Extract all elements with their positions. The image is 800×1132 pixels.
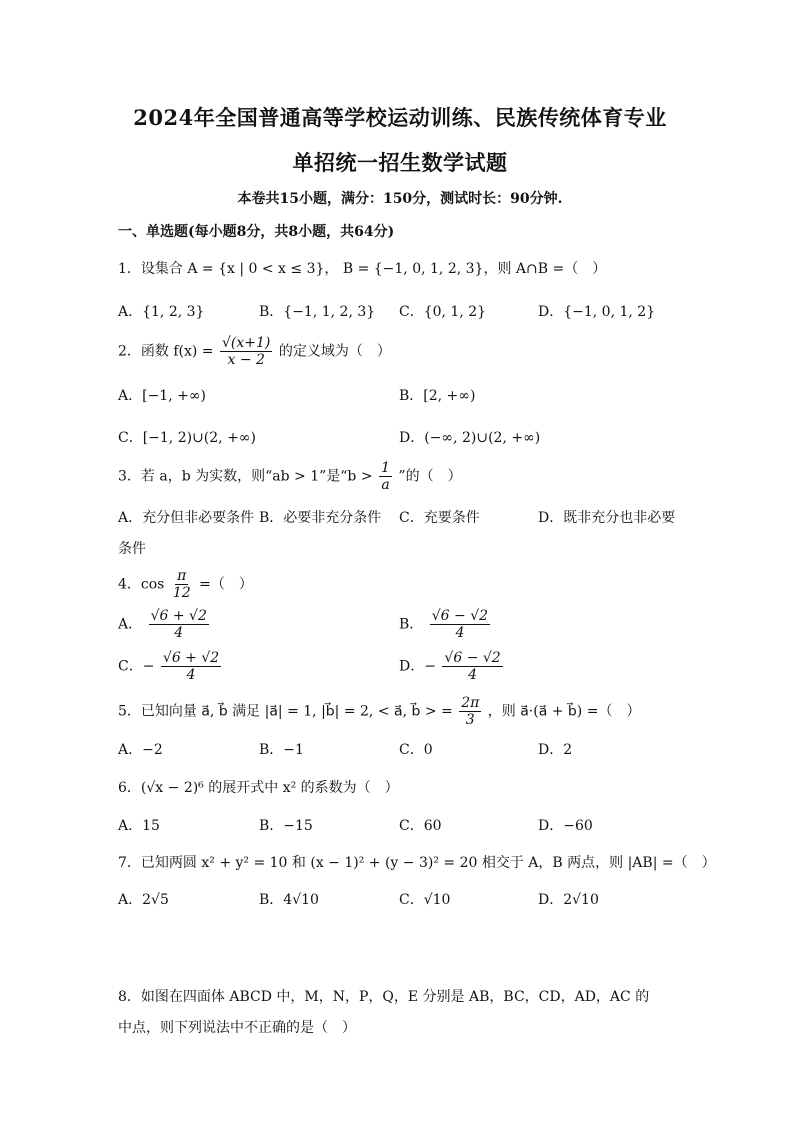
question-6-option-c: C．60	[399, 818, 442, 834]
option-label: B．	[399, 616, 424, 633]
question-3-stem-prefix: 3．若 a，b 为实数，则“ab > 1”是“b >	[118, 468, 373, 485]
question-8-stem: 8．如图在四面体 ABCD 中，M，N，P，Q，E 分别是 AB，BC，CD，AD，AC 的	[118, 989, 650, 1005]
option-label: C．	[118, 658, 143, 675]
question-4-option-d	[399, 650, 505, 683]
exam-info: 本卷共15小题，满分：150分，测试时长：90分钟.	[237, 191, 563, 207]
fraction-numerator: √6 − √2	[431, 608, 489, 624]
question-4-fraction	[171, 568, 193, 601]
question-5-stem	[118, 695, 640, 728]
question-5-stem-prefix: 5．已知向量 a⃗, b⃗ 满足 |a⃗| = 1, |b⃗| = 2, < a⃗, b⃗ > =	[118, 703, 453, 720]
question-4-stem-prefix: 4．cos	[118, 576, 165, 593]
question-3-option-a: A．充分但非必要条件	[118, 510, 255, 526]
option-label: A．	[118, 616, 143, 633]
question-3-option-wrap: 条件	[118, 541, 146, 557]
option-sign: −	[142, 658, 155, 675]
question-2-stem-suffix: 的定义域为（ ）	[278, 343, 391, 360]
question-1-option-d: D．{−1, 0, 1, 2}	[538, 304, 656, 320]
fraction-numerator: √6 + √2	[162, 650, 220, 666]
question-5-option-a: A．−2	[118, 742, 163, 758]
fraction-denominator: 12	[172, 585, 191, 602]
question-7-stem: 7．已知两圆 x² + y² = 10 和 (x − 1)² + (y − 3)² = 20 相交于 A，B 两点，则 |AB| =（ ）	[118, 855, 716, 871]
question-5-fraction	[459, 695, 481, 728]
fraction-numerator: √6 + √2	[150, 608, 207, 624]
question-7-option-b: B．4√10	[259, 892, 319, 908]
question-6-option-a: A．15	[118, 818, 160, 834]
option-fraction	[149, 608, 209, 641]
option-fraction	[442, 650, 502, 683]
question-5-stem-suffix: ，则 a⃗·(a⃗ + b⃗) =（ ）	[487, 703, 641, 720]
fraction-numerator: 2π	[461, 695, 480, 711]
question-3-fraction	[379, 460, 392, 493]
question-3-stem-suffix: ”的（ ）	[398, 468, 462, 485]
fraction-numerator: 1	[381, 460, 390, 476]
question-6-option-d: D．−60	[538, 818, 593, 834]
fraction-denominator: 4	[186, 667, 196, 684]
question-2-option-d: D．(−∞, 2)∪(2, +∞)	[399, 430, 541, 446]
exam-title-line1: 2024年全国普通高等学校运动训练、民族传统体育专业	[133, 105, 667, 130]
question-4-option-b	[399, 608, 492, 641]
question-7-option-c: C．√10	[399, 892, 451, 908]
question-2-stem	[118, 335, 391, 368]
question-2-option-a: A．[−1, +∞)	[118, 388, 206, 404]
fraction-numerator: π	[177, 568, 187, 584]
question-7-option-a: A．2√5	[118, 892, 169, 908]
question-2-fraction	[220, 335, 272, 368]
fraction-denominator: x − 2	[227, 352, 265, 369]
question-3-stem	[118, 460, 462, 493]
question-6-option-b: B．−15	[259, 818, 313, 834]
fraction-denominator: 4	[455, 625, 465, 642]
option-fraction	[161, 650, 221, 683]
question-5-option-b: B．−1	[259, 742, 304, 758]
option-sign: −	[424, 658, 436, 675]
question-8-stem-line2: 中点，则下列说法中不正确的是（ ）	[118, 1020, 356, 1036]
fraction-denominator: 4	[468, 667, 478, 684]
fraction-denominator: 3	[465, 712, 475, 729]
question-5-option-d: D．2	[538, 742, 573, 758]
fraction-denominator: a	[381, 477, 390, 494]
question-4-stem	[118, 568, 253, 601]
fraction-numerator: √6 − √2	[444, 650, 501, 666]
question-1-stem: 1．设集合 A = {x | 0 < x ≤ 3}， B = {−1, 0, 1, 2, 3}，则 A∩B =（ ）	[118, 261, 607, 277]
question-1-option-a: A．{1, 2, 3}	[118, 304, 205, 320]
question-4-option-a	[118, 608, 211, 641]
option-label: D．	[399, 658, 425, 675]
question-6-stem: 6．(√x − 2)⁶ 的展开式中 x² 的系数为（ ）	[118, 780, 399, 796]
question-3-option-d: D．既非充分也非必要	[538, 510, 676, 526]
question-3-option-b: B．必要非充分条件	[259, 510, 382, 526]
fraction-denominator: 4	[174, 625, 184, 642]
question-1-option-c: C．{0, 1, 2}	[399, 304, 487, 320]
question-2-stem-prefix: 2．函数 f(x) =	[118, 343, 214, 360]
option-fraction	[430, 608, 490, 641]
question-2-option-c: C．[−1, 2)∪(2, +∞)	[118, 430, 256, 446]
exam-title-line2: 单招统一招生数学试题	[292, 150, 508, 175]
question-5-option-c: C．0	[399, 742, 433, 758]
question-2-option-b: B．[2, +∞)	[399, 388, 476, 404]
section-heading: 一、单选题(每小题8分，共8小题，共64分)	[118, 224, 395, 240]
question-4-option-c	[118, 650, 223, 683]
question-7-option-d: D．2√10	[538, 892, 599, 908]
fraction-numerator: √(x+1)	[222, 335, 271, 351]
question-4-stem-suffix: =（ ）	[199, 576, 253, 593]
question-3-option-c: C．充要条件	[399, 510, 480, 526]
question-1-option-b: B．{−1, 1, 2, 3}	[259, 304, 376, 320]
